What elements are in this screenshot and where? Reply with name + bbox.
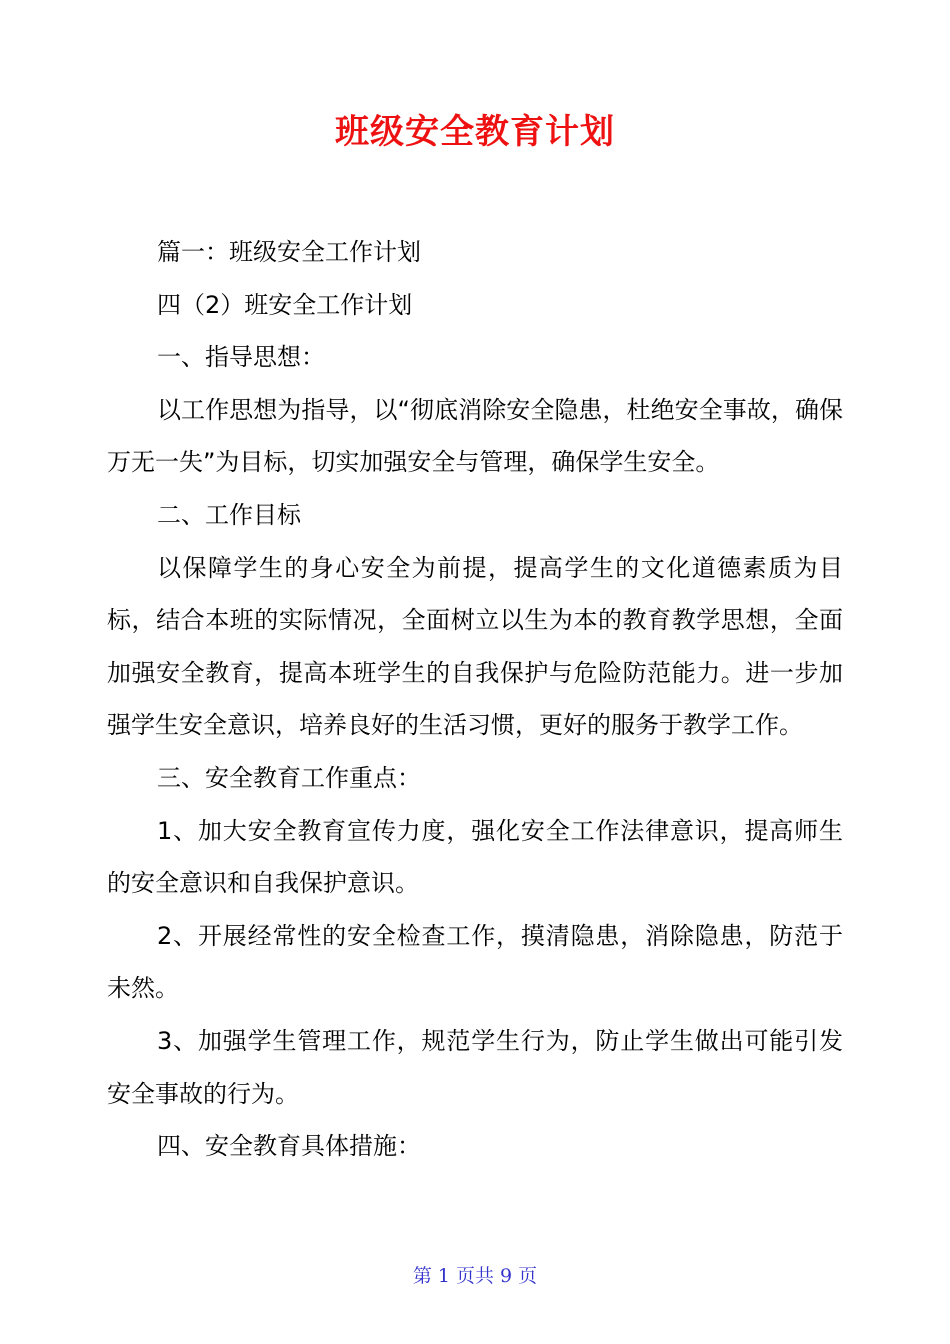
list-item-focus-2: 2、开展经常性的安全检查工作，摸清隐患，消除隐患，防范于未然。 <box>107 921 843 1003</box>
heading-specific-measures: 四、安全教育具体措施： <box>157 1132 421 1161</box>
list-item-focus-1: 1、加大安全教育宣传力度，强化安全工作法律意识，提高师生的安全意识和自我保护意识。 <box>107 816 843 898</box>
heading-work-goals: 二、工作目标 <box>157 500 301 529</box>
heading-work-focus: 三、安全教育工作重点： <box>157 763 421 792</box>
plan-subtitle: 四（2）班安全工作计划 <box>157 290 413 319</box>
document-body <box>107 226 843 1173</box>
document-title: 班级安全教育计划 <box>335 112 615 152</box>
heading-guiding-ideology: 一、指导思想： <box>157 343 325 372</box>
paragraph-work-goals: 以保障学生的身心安全为前提，提高学生的文化道德素质为目标，结合本班的实际情况，全面树立以生为本的教育教学思想，全面加强安全教育，提高本班学生的自我保护与危险防范能力。进一步加强学生安全意识，培养良好的生活习惯，更好的服务于教学工作。 <box>107 553 843 740</box>
page-footer: 第 1 页共 9 页 <box>412 1265 538 1287</box>
paragraph-guiding-ideology: 以工作思想为指导，以“彻底消除安全隐患，杜绝安全事故，确保万无一失”为目标，切实加强安全与管理，确保学生安全。 <box>107 395 843 477</box>
list-item-focus-3: 3、加强学生管理工作，规范学生行为，防止学生做出可能引发安全事故的行为。 <box>107 1026 843 1108</box>
section-heading-part-one: 篇一：班级安全工作计划 <box>157 238 421 266</box>
